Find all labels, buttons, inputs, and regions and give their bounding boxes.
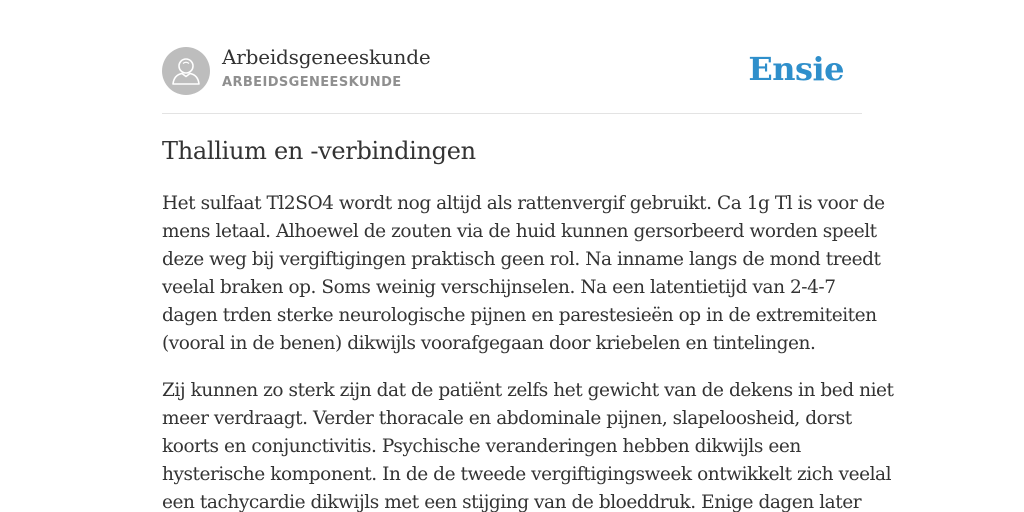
paragraph-line: dagen trden sterke neurologische pijnen en parestesieën op in de extremiteiten [162, 305, 877, 326]
article-paragraph-2 [162, 377, 894, 512]
paragraph-line: Het sulfaat Tl2SO4 wordt nog altijd als rattenvergif gebruikt. Ca 1g Tl is voor de [162, 193, 885, 214]
paragraph-line: veelal braken op. Soms weinig verschijnselen. Na een latentietijd van 2-4-7 [162, 277, 836, 298]
ensie-logo[interactable]: Ensie [748, 50, 844, 88]
article-header [162, 0, 862, 114]
author-avatar[interactable] [162, 47, 210, 95]
article-container [162, 0, 894, 512]
user-silhouette-icon [162, 47, 210, 95]
paragraph-line: koorts en conjunctivitis. Psychische veranderingen hebben dikwijls een [162, 436, 801, 457]
paragraph-line: (vooral in de benen) dikwijls voorafgegaan door kriebelen en tintelingen. [162, 333, 816, 354]
paragraph-line: deze weg bij vergiftigingen praktisch geen rol. Na inname langs de mond treedt [162, 249, 881, 270]
author-category[interactable]: ARBEIDSGENEESKUNDE [222, 75, 402, 90]
author-name[interactable]: Arbeidsgeneeskunde [222, 45, 431, 69]
paragraph-line: een tachycardie dikwijls met een stijging van de bloeddruk. Enige dagen later [162, 492, 862, 512]
paragraph-line: mens letaal. Alhoewel de zouten via de huid kunnen gersorbeerd worden speelt [162, 221, 877, 242]
paragraph-line: meer verdraagt. Verder thoracale en abdominale pijnen, slapeloosheid, dorst [162, 408, 852, 429]
article-title: Thallium en -verbindingen [162, 137, 476, 165]
article-paragraph-1 [162, 190, 885, 358]
paragraph-line: hysterische komponent. In de de tweede vergiftigingsweek ontwikkelt zich veelal [162, 464, 892, 485]
paragraph-line: Zij kunnen zo sterk zijn dat de patiënt zelfs het gewicht van de dekens in bed niet [162, 380, 894, 401]
